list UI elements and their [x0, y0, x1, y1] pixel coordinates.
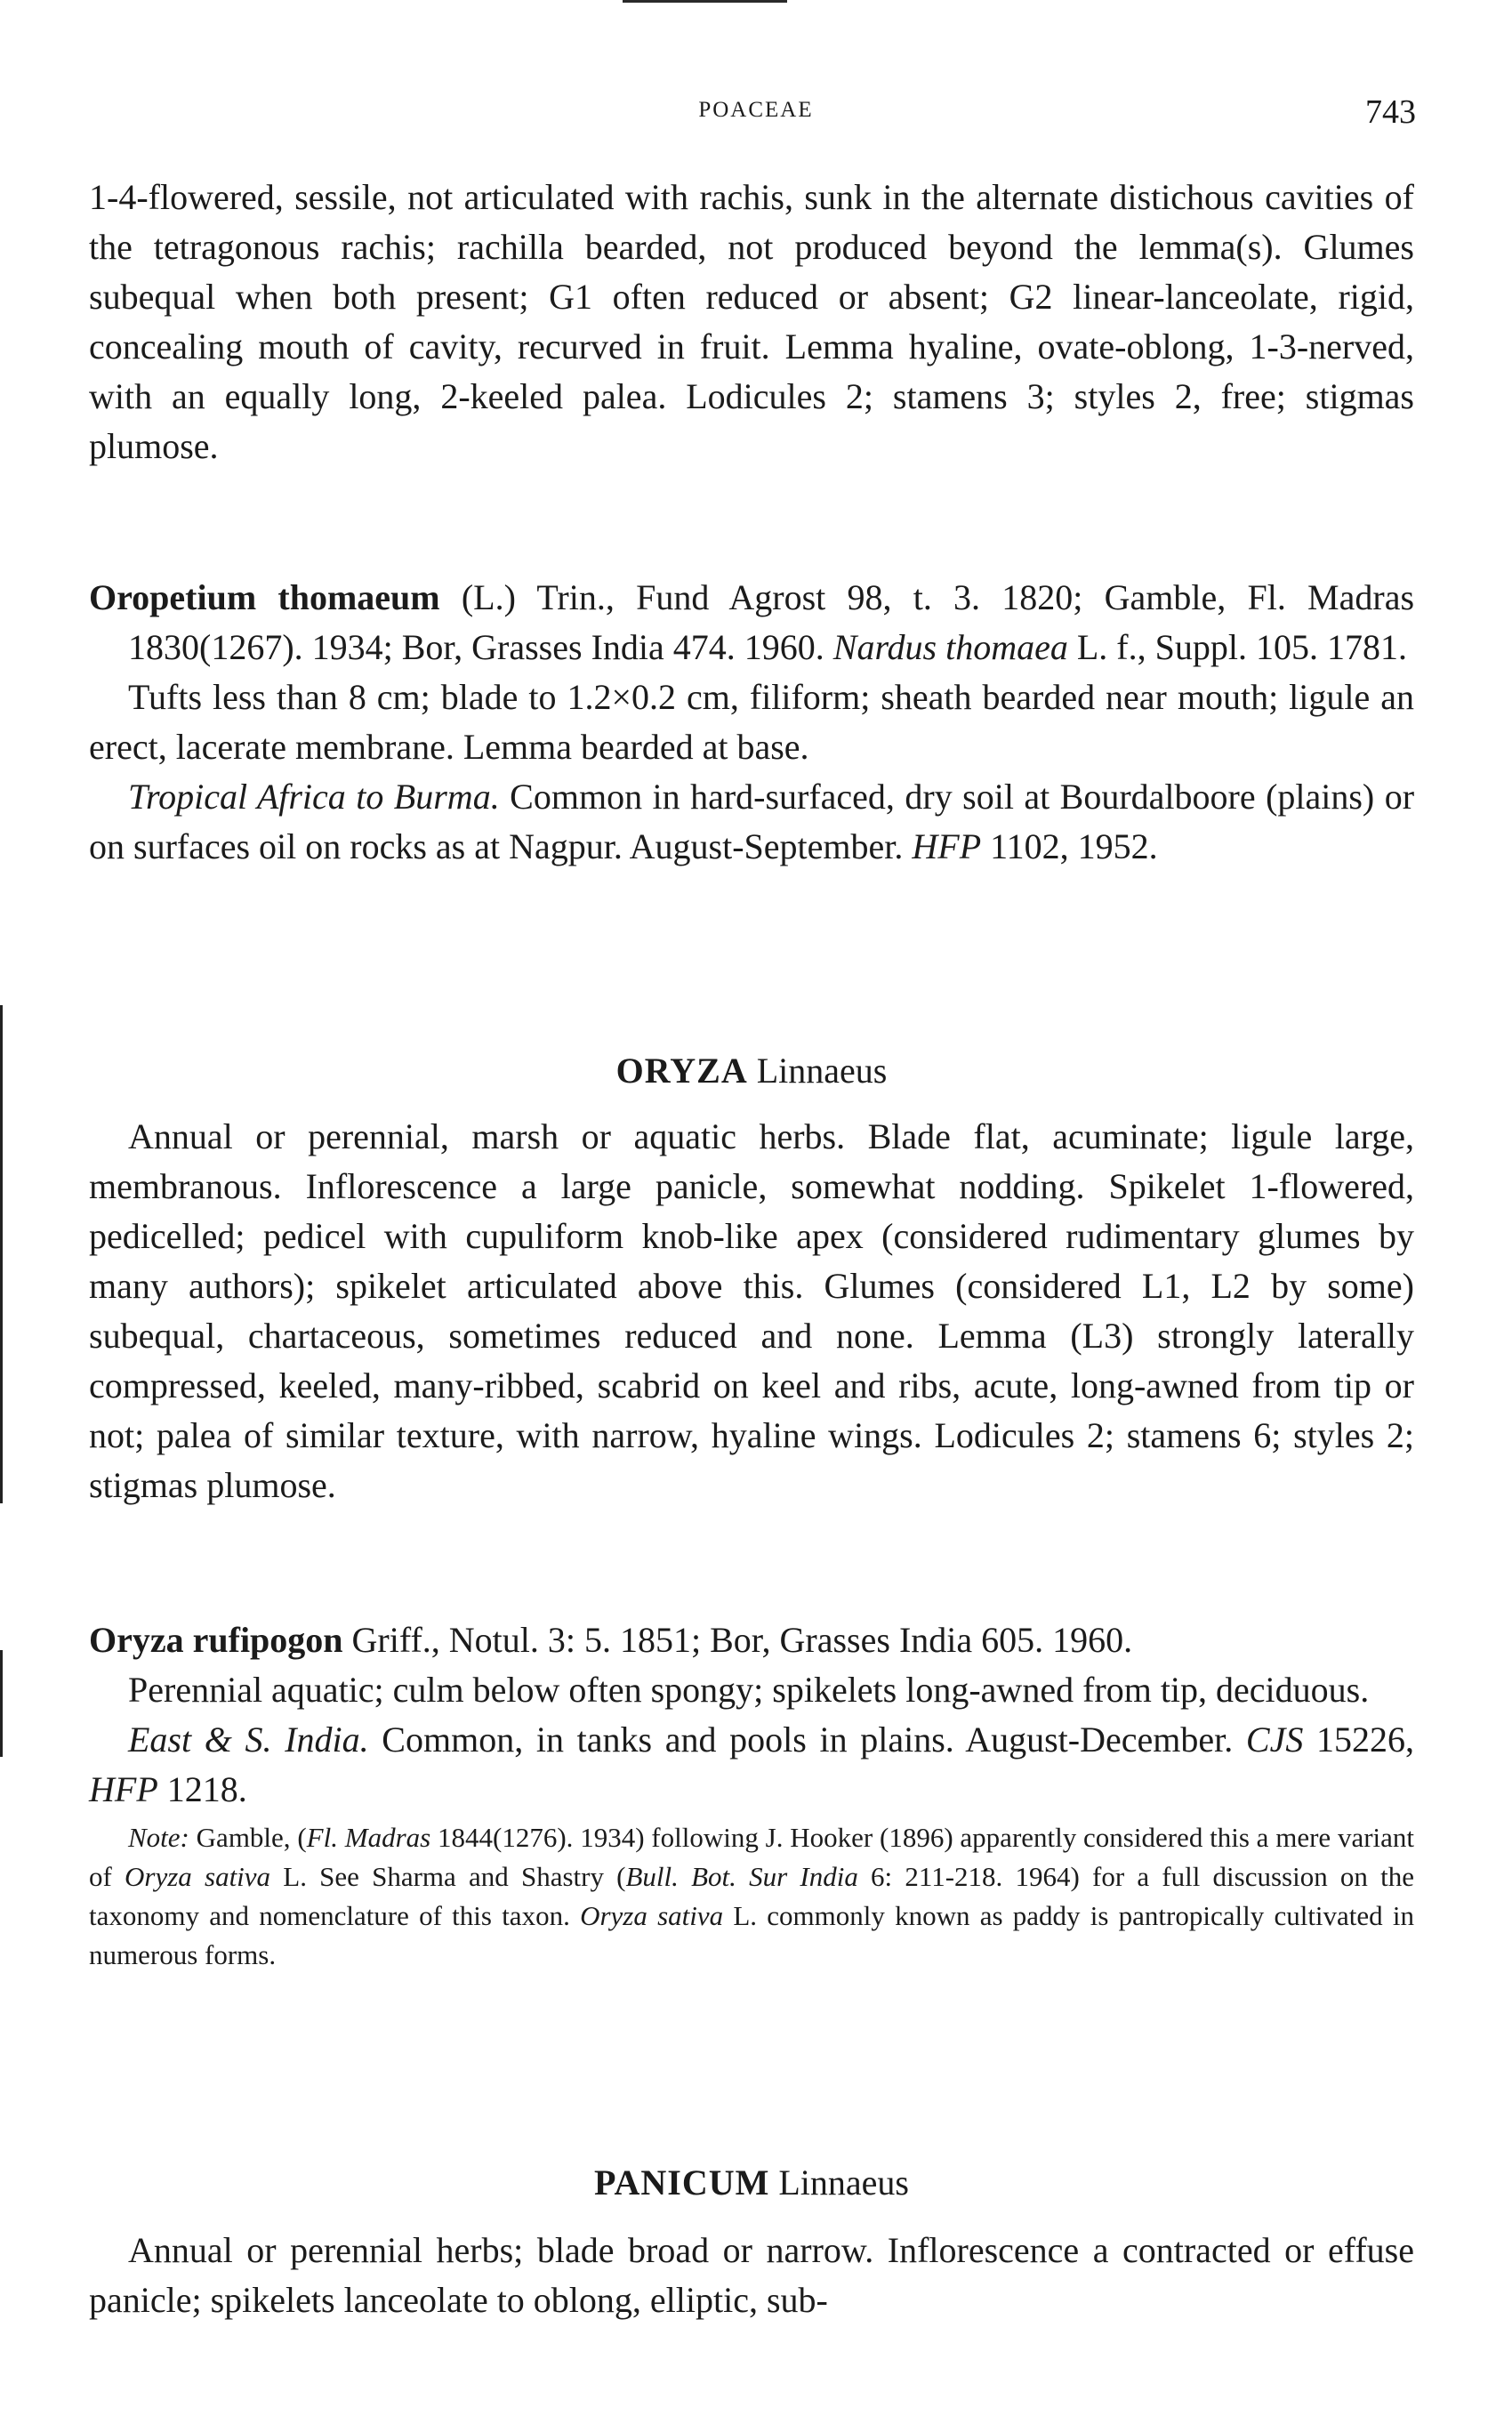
- species-entry-oryza-rufipogon: [89, 1615, 1414, 1975]
- note-reference: Oryza sativa: [125, 1861, 271, 1892]
- specimen-herbarium: HFP: [912, 826, 982, 866]
- species-author-citation: (L.) Trin., Fund Agrost 98, t. 3. 1820; Gamble, Fl. Madras 1830(1267). 1934; Bor, Grasses India 474. 1960.: [128, 577, 1415, 667]
- species-citation: [89, 573, 1414, 672]
- note-label: Note:: [128, 1822, 189, 1853]
- genus-heading: [89, 1046, 1414, 1096]
- taxonomic-note: [89, 1818, 1414, 1975]
- scan-edge-rule: [623, 0, 787, 3]
- note-text: Gamble, (: [196, 1822, 307, 1853]
- scan-margin-mark: [0, 1005, 3, 1503]
- synonym-name: Nardus thomaea: [832, 627, 1068, 667]
- note-reference: Oryza sativa: [580, 1900, 724, 1931]
- specimen-number: 1102, 1952.: [990, 826, 1158, 866]
- habitat-text: Common, in tanks and pools in plains. August-December.: [382, 1719, 1234, 1760]
- specimen-herbarium: CJS: [1245, 1719, 1304, 1760]
- distribution-region: Tropical Africa to Burma.: [128, 777, 500, 817]
- running-head-title: POACEAE: [698, 98, 814, 122]
- genus-name: ORYZA: [615, 1051, 748, 1091]
- genus-author: Linnaeus: [756, 1051, 888, 1091]
- genus-name: PANICUM: [594, 2162, 770, 2203]
- species-distribution: [89, 772, 1414, 872]
- species-description: Tufts less than 8 cm; blade to 1.2×0.2 cm, filiform; sheath bearded near mouth; ligule an erect, lacerate membrane. Lemma bearded at base.: [89, 677, 1414, 767]
- species-author-citation: Griff., Notul. 3: 5. 1851; Bor, Grasses India 605. 1960.: [351, 1620, 1133, 1660]
- note-reference: Fl. Madras: [306, 1822, 431, 1853]
- genus-author: Linnaeus: [778, 2162, 909, 2203]
- species-distribution: [89, 1715, 1414, 1815]
- genus-heading: [89, 2158, 1414, 2208]
- description-paragraph: 1-4-flowered, sessile, not articulated with rachis, sunk in the alternate distichous cavities of the tetragonous rachis; rachilla bearded, not produced beyond the lemma(s). Glumes subequal when both present; G1 often reduced or absent; G2 linear-lanceolate, rigid, concealing mouth of cavity, recurved in fruit. Lemma hyaline, ovate-oblong, 1-3-nerved, with an equally long, 2-keeled palea. Lodicules 2; stamens 3; styles 2, free; stigmas plumose.: [89, 177, 1414, 466]
- genus-description: Annual or perennial herbs; blade broad or narrow. Inflorescence a contracted or effuse panicle; spikelets lanceolate to oblong, elliptic, sub-: [89, 2230, 1414, 2320]
- specimen-number: 1218.: [166, 1769, 247, 1809]
- distribution-region: East & S. India.: [128, 1719, 369, 1760]
- specimen-herbarium: HFP: [89, 1769, 158, 1809]
- note-text: L. commonly known as paddy is pantropically cultivated in numerous forms.: [89, 1900, 1415, 1970]
- genus-description-panicum: [89, 2226, 1414, 2325]
- scan-margin-mark: [0, 1650, 3, 1757]
- species-name: Oryza rufipogon: [89, 1620, 343, 1660]
- genus-description-continued: [89, 173, 1414, 471]
- running-head: [0, 93, 1512, 131]
- genus-description-oryza: [89, 1112, 1414, 1510]
- synonym-citation: L. f., Suppl. 105. 1781.: [1076, 627, 1407, 667]
- species-description: Perennial aquatic; culm below often spongy; spikelets long-awned from tip, deciduous.: [128, 1670, 1370, 1710]
- note-text: 1844(1276). 1934) following J. Hooker (1896) apparently considered this a mere variant of: [89, 1822, 1415, 1892]
- species-entry-oropetium: [89, 573, 1414, 872]
- genus-entry-oryza: [89, 1046, 1414, 1096]
- species-citation: [89, 1615, 1414, 1665]
- note-text: 6: 211-218. 1964) for a full discussion on the taxonomy and nomenclature of this taxon.: [89, 1861, 1414, 1931]
- genus-entry-panicum: [89, 2158, 1414, 2208]
- genus-description: Annual or perennial, marsh or aquatic herbs. Blade flat, acuminate; ligule large, membranous. Inflorescence a large panicle, somewhat nodding. Spikelet 1-flowered, pedicelled; pedicel with cupuliform knob-like apex (considered rudimentary glumes by many authors); spikelet articulated above this. Glumes (considered L1, L2 by some) subequal, chartaceous, sometimes reduced and none. Lemma (L3) strongly laterally compressed, keeled, many-ribbed, scabrid on keel and ribs, acute, long-awned from tip or not; palea of similar texture, with narrow, hyaline wings. Lodicules 2; stamens 6; styles 2; stigmas plumose.: [89, 1116, 1414, 1505]
- note-text: L. See Sharma and Shastry (: [283, 1861, 626, 1892]
- note-reference: Bull. Bot. Sur India: [625, 1861, 858, 1892]
- page-number: 743: [1365, 93, 1416, 131]
- habitat-text: Common in hard-surfaced, dry soil at Bourdalboore (plains) or on surfaces oil on rocks as at Nagpur. August-September.: [89, 777, 1415, 866]
- specimen-number: 15226,: [1316, 1719, 1414, 1760]
- species-name: Oropetium thomaeum: [89, 577, 440, 617]
